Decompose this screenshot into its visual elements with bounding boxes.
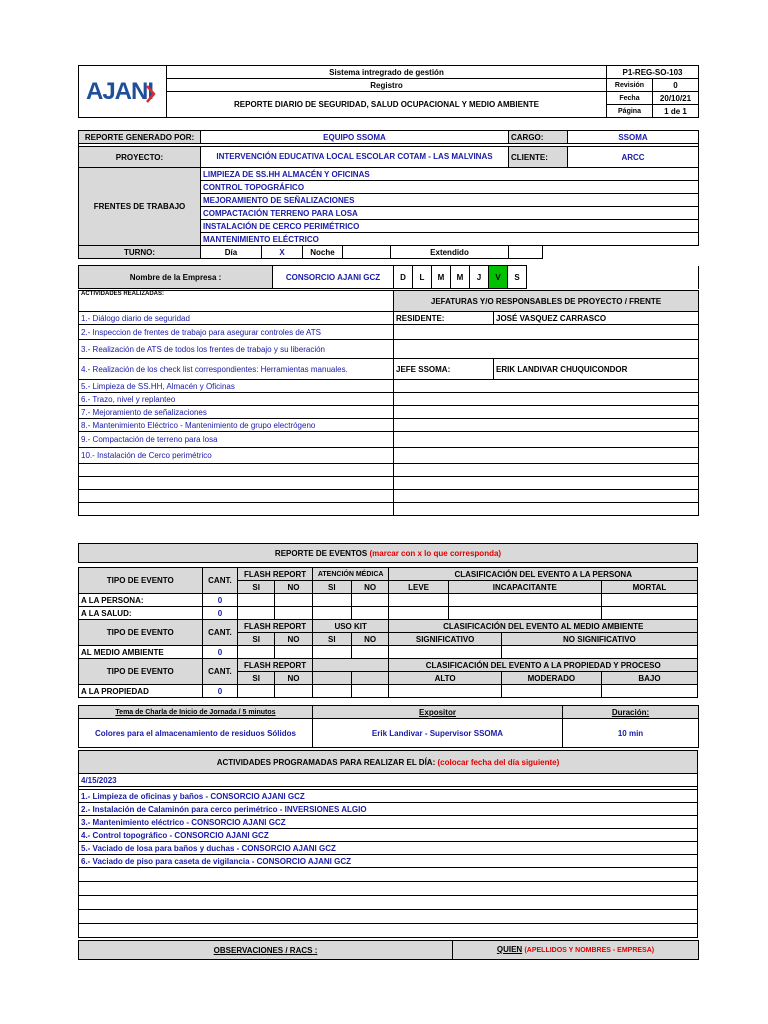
si-header: SI (238, 672, 275, 685)
events-title-note: (marcar con x lo que corresponda) (369, 548, 502, 558)
frente-item: INSTALACIÓN DE CERCO PERIMÉTRICO (201, 220, 699, 233)
atencion-medica-header: ATENCIÓN MÉDICA (312, 568, 389, 581)
clas-persona-header: CLASIFICACIÓN DEL EVENTO A LA PERSONA (389, 568, 698, 581)
activities-header: ACTIVIDADES REALIZADAS: (79, 291, 394, 312)
day-cell[interactable]: M (432, 266, 451, 289)
cliente-value: ARCC (568, 147, 699, 168)
activity-item: 1.- Diálogo diario de seguridad (79, 312, 394, 325)
mortal-header: MORTAL (601, 581, 697, 594)
duracion-value: 10 min (563, 719, 699, 748)
events-title-table (78, 543, 698, 563)
ambiente-label: AL MEDIO AMBIENTE (79, 646, 203, 659)
events-title (79, 544, 698, 563)
frente-item: COMPACTACIÓN TERRENO PARA LOSA (201, 207, 699, 220)
empresa-table (78, 265, 699, 289)
alto-header: ALTO (389, 672, 501, 685)
day-cell[interactable]: J (470, 266, 489, 289)
empresa-value: CONSORCIO AJANI GCZ (273, 266, 394, 289)
salud-cant: 0 (202, 607, 238, 620)
generado-label: REPORTE GENERADO POR: (79, 131, 201, 144)
programada-item: 6.- Vaciado de piso para caseta de vigilancia - CONSORCIO AJANI GCZ (79, 855, 698, 868)
programadas-title-text: ACTIVIDADES PROGRAMADAS PARA REALIZAR EL DÍA: (216, 757, 436, 767)
day-cell[interactable]: D (394, 266, 413, 289)
no-header: NO (275, 633, 313, 646)
report-title: REPORTE DIARIO DE SEGURIDAD, SALUD OCUPACIONAL Y MEDIO AMBIENTE (167, 92, 607, 118)
activity-item: 8.- Mantenimiento Eléctrico - Mantenimiento de grupo electrógeno (79, 419, 394, 432)
tipo-evento-header: TIPO DE EVENTO (79, 659, 203, 685)
leve-header: LEVE (389, 581, 448, 594)
dia-label: Día (201, 246, 262, 259)
doc-code: P1-REG-SO-103 (607, 66, 699, 79)
no-header: NO (351, 581, 389, 594)
jefe-ssoma-value: ERIK LANDIVAR CHUQUICONDOR (494, 359, 699, 380)
frentes-label: FRENTES DE TRABAJO (79, 168, 201, 246)
pagina-label: Página (607, 105, 653, 118)
duracion-label: Duración: (563, 706, 699, 719)
tema-value: Colores para el almacenamiento de residuos Sólidos (79, 719, 313, 748)
empresa-label: Nombre de la Empresa : (79, 266, 273, 289)
tema-label: Tema de Charla de Inicio de Jornada / 5 minutos (79, 706, 313, 719)
activity-item: 2.- Inspeccion de frentes de trabajo para asegurar controles de ATS (79, 325, 394, 340)
si-header: SI (312, 633, 351, 646)
cant-header: CANT. (202, 568, 238, 594)
programadas-title (79, 751, 698, 774)
cargo-label: CARGO: (509, 131, 568, 144)
activity-item: 7.- Mejoramiento de señalizaciones (79, 406, 394, 419)
day-cell[interactable]: S (508, 266, 527, 289)
cant-header: CANT. (202, 659, 238, 685)
revision-value: 0 (653, 79, 699, 92)
expositor-label: Expositor (313, 706, 563, 719)
expositor-value: Erik Landivar - Supervisor SSOMA (313, 719, 563, 748)
activity-item: 4.- Realización de los check list correspondientes: Herramientas manuales. (79, 359, 394, 380)
residente-value: JOSÉ VASQUEZ CARRASCO (494, 312, 699, 325)
tipo-evento-header: TIPO DE EVENTO (79, 620, 203, 646)
programada-item: 2.- Instalación de Calaminón para cerco perimétrico - INVERSIONES ALGIO (79, 803, 698, 816)
moderado-header: MODERADO (501, 672, 601, 685)
day-cell[interactable]: L (413, 266, 432, 289)
quien-text: QUIEN (496, 945, 523, 954)
si-header: SI (238, 633, 275, 646)
persona-label: A LA PERSONA: (79, 594, 203, 607)
activity-item: 5.- Limpieza de SS.HH, Almacén y Oficinas (79, 380, 394, 393)
charla-table (78, 705, 699, 748)
cargo-value: SSOMA (568, 131, 699, 144)
registro-label: Registro (167, 79, 607, 92)
jefaturas-header: JEFATURAS Y/O RESPONSABLES DE PROYECTO / FRENTE (394, 291, 699, 312)
dia-mark[interactable]: X (262, 246, 303, 259)
no-header: NO (275, 672, 313, 685)
generado-value: EQUIPO SSOMA (201, 131, 509, 144)
activity-item: 9.- Compactación de terreno para losa (79, 432, 394, 448)
no-significativo-header: NO SIGNIFICATIVO (501, 633, 697, 646)
residente-label: RESIDENTE: (394, 312, 494, 325)
turno-label: TURNO: (79, 246, 201, 259)
persona-cant: 0 (202, 594, 238, 607)
day-cell-selected[interactable]: V (489, 266, 508, 289)
uso-kit-header: USO KIT (312, 620, 389, 633)
ambiente-cant: 0 (202, 646, 238, 659)
noche-mark[interactable] (343, 246, 391, 259)
propiedad-cant: 0 (202, 685, 238, 698)
events-table (78, 567, 698, 698)
salud-label: A LA SALUD: (79, 607, 203, 620)
activities-table (78, 290, 699, 516)
significativo-header: SIGNIFICATIVO (389, 633, 501, 646)
flash-report-header: FLASH REPORT (238, 620, 313, 633)
incapacitante-header: INCAPACITANTE (448, 581, 601, 594)
fecha-value: 20/10/21 (653, 92, 699, 105)
bajo-header: BAJO (601, 672, 697, 685)
frente-item: LIMPIEZA DE SS.HH ALMACÉN Y OFICINAS (201, 168, 699, 181)
programadas-title-note: (colocar fecha del día siguiente) (437, 757, 560, 767)
flash-report-header: FLASH REPORT (238, 568, 313, 581)
extendido-label: Extendido (391, 246, 509, 259)
si-header: SI (238, 581, 275, 594)
jefe-ssoma-label: JEFE SSOMA: (394, 359, 494, 380)
cant-header: CANT. (202, 620, 238, 646)
noche-label: Noche (303, 246, 343, 259)
activity-item: 10.- Instalación de Cerco perimétrico (79, 448, 394, 464)
day-cell[interactable]: M (451, 266, 470, 289)
system-name: Sistema intregrado de gestión (167, 66, 607, 79)
programada-item: 5.- Vaciado de losa para baños y duchas - CONSORCIO AJANI GCZ (79, 842, 698, 855)
frente-item: MEJORAMIENTO DE SEÑALIZACIONES (201, 194, 699, 207)
frente-item: MANTENIMIENTO ELÉCTRICO (201, 233, 699, 246)
frente-item: CONTROL TOPOGRÁFICO (201, 181, 699, 194)
programada-item: 1.- Limpieza de oficinas y baños - CONSORCIO AJANI GCZ (79, 790, 698, 803)
flash-report-header: FLASH REPORT (238, 659, 313, 672)
programada-item: 4.- Control topográfico - CONSORCIO AJANI GCZ (79, 829, 698, 842)
ajani-logo: AJANI (86, 78, 154, 105)
general-table (78, 130, 699, 259)
footer-table (78, 940, 699, 960)
programadas-table (78, 750, 698, 938)
quien-note: (APELLIDOS Y NOMBRES - EMPRESA) (524, 947, 655, 954)
programadas-date: 4/15/2023 (79, 774, 698, 787)
activity-item: 6.- Trazo, nivel y replanteo (79, 393, 394, 406)
observaciones-label: OBSERVACIONES / RACS : (79, 941, 453, 960)
pagina-value: 1 de 1 (653, 105, 699, 118)
programada-item: 3.- Mantenimiento eléctrico - CONSORCIO AJANI GCZ (79, 816, 698, 829)
activity-item: 3.- Realización de ATS de todos los frentes de trabajo y su liberación (79, 340, 394, 359)
propiedad-label: A LA PROPIEDAD (79, 685, 203, 698)
no-header: NO (351, 633, 389, 646)
cliente-label: CLIENTE: (509, 147, 568, 168)
header-table (78, 65, 699, 118)
proyecto-value: INTERVENCIÓN EDUCATIVA LOCAL ESCOLAR COTAM - LAS MALVINAS (201, 147, 509, 168)
quien-label (453, 941, 699, 960)
proyecto-label: PROYECTO: (79, 147, 201, 168)
logo-cell (79, 66, 167, 118)
clas-ambiente-header: CLASIFICACIÓN DEL EVENTO AL MEDIO AMBIENTE (389, 620, 698, 633)
clas-propiedad-header: CLASIFICACIÓN DEL EVENTO A LA PROPIEDAD Y PROCESO (389, 659, 698, 672)
tipo-evento-header: TIPO DE EVENTO (79, 568, 203, 594)
revision-label: Revisión (607, 79, 653, 92)
extendido-mark[interactable] (509, 246, 543, 259)
si-header: SI (312, 581, 351, 594)
no-header: NO (275, 581, 313, 594)
events-title-text: REPORTE DE EVENTOS (274, 548, 368, 558)
fecha-label: Fecha (607, 92, 653, 105)
